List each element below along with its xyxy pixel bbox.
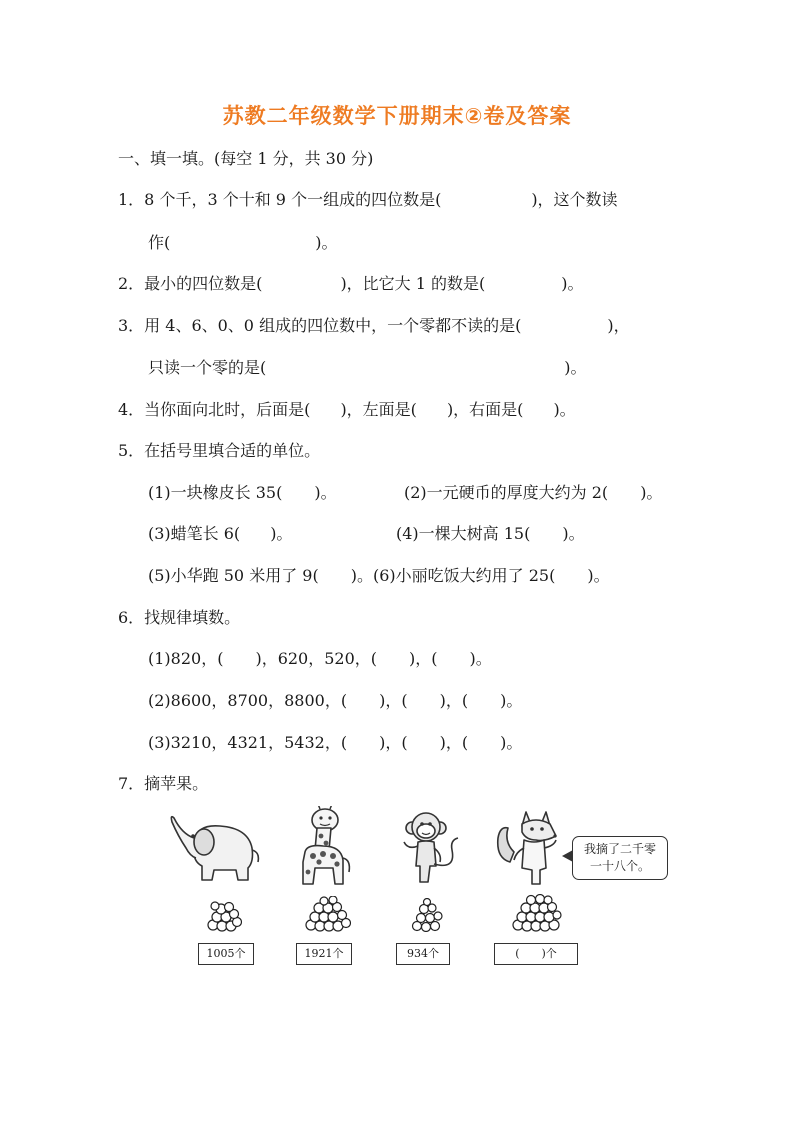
fox-icon: [494, 808, 566, 888]
q1-text-b: )，这个数读: [531, 190, 618, 209]
q6-r3c: )，(: [439, 733, 469, 752]
apple-pile-icon: [206, 898, 242, 932]
q2-text-c: )。: [561, 274, 584, 293]
monkey-icon: [400, 810, 466, 888]
q6-r2a: (2)8600，8700，8800，(: [148, 691, 348, 710]
q6-r2d: )。: [500, 691, 523, 710]
q5-p1b: )。: [314, 483, 337, 502]
q6-r3b: )，(: [379, 733, 408, 752]
q4-text-d: )。: [553, 400, 576, 419]
apple-pile-icon: [305, 896, 351, 932]
q5-p2a: (2)一元硬币的厚度大约为 2(: [404, 483, 609, 502]
q5-p4a: (4)一棵大树高 15(: [396, 524, 531, 543]
apple-pile-icon: [512, 894, 562, 932]
question-6-row-2: [148, 690, 522, 712]
q2-text-a: 2．最小的四位数是(: [118, 274, 263, 293]
q4-text-a: 4．当你面向北时，后面是(: [118, 400, 311, 419]
q5-p5a: (5)小华跑 50 米用了 9(: [148, 566, 319, 585]
question-6-stem: 6．找规律填数。: [118, 608, 241, 627]
q6-r2c: )，(: [439, 691, 469, 710]
apple-count-box: ( )个: [494, 943, 578, 965]
q6-r3d: )。: [500, 733, 523, 752]
q1-text-d: )。: [315, 233, 338, 252]
section-heading: 一、填一填。(每空 1 分，共 30 分): [118, 149, 374, 168]
question-3-line-1: [118, 315, 630, 337]
page-title: 苏教二年级数学下册期末②卷及答案: [222, 104, 572, 128]
question-5-item-4: [396, 523, 585, 545]
q5-p4b: )。: [562, 524, 585, 543]
q4-text-b: )，左面是(: [340, 400, 417, 419]
q1-text-c: 作(: [148, 233, 171, 252]
question-6-row-3: [148, 732, 522, 754]
q5-p5b: )。: [350, 566, 373, 585]
question-5-item-3: [148, 523, 292, 545]
q1-text-a: 1．8 个千，3 个十和 9 个一组成的四位数是(: [118, 190, 442, 209]
q6-r1d: )。: [469, 649, 492, 668]
q3-text-c: 只读一个零的是(: [148, 358, 267, 377]
question-5-item-1: [148, 482, 337, 504]
q5-p6a: (6)小丽吃饭大约用了 25(: [372, 566, 556, 585]
question-3-line-2: [148, 357, 587, 379]
q6-r3a: (3)3210，4321，5432，(: [148, 733, 348, 752]
question-5-stem: 5．在括号里填合适的单位。: [118, 441, 321, 460]
q2-text-b: )，比它大 1 的数是(: [340, 274, 486, 293]
q4-text-c: )，右面是(: [446, 400, 524, 419]
q6-r1c: )，(: [409, 649, 438, 668]
q5-p3b: )。: [270, 524, 293, 543]
speech-line-1: 我摘了二千零: [583, 842, 656, 856]
q6-r1a: (1)820，(: [148, 649, 224, 668]
question-1-line-2: [148, 232, 338, 254]
speech-line-2: 一十八个。: [589, 859, 650, 873]
question-7-stem: 7．摘苹果。: [118, 774, 209, 793]
question-2: [118, 273, 584, 295]
q5-p3a: (3)蜡笔长 6(: [148, 524, 241, 543]
apple-pile-icon: [411, 898, 443, 932]
q3-text-a: 3．用 4、6、0、0 组成的四位数中，一个零都不读的是(: [118, 316, 522, 335]
question-4: [118, 399, 576, 421]
apple-count-box: 934个: [396, 943, 450, 965]
giraffe-icon: [293, 806, 359, 888]
apple-count-box: 1005个: [198, 943, 254, 965]
q3-text-d: )。: [564, 358, 587, 377]
question-5-item-5-6: [148, 565, 610, 587]
question-6-row-1: [148, 648, 492, 670]
q5-p6b: )。: [587, 566, 610, 585]
q6-r2b: )，(: [379, 691, 408, 710]
q6-r1b: )，620，520，(: [255, 649, 378, 668]
q3-text-b: )，: [607, 316, 630, 335]
apple-count-box: 1921个: [296, 943, 352, 965]
question-5-item-2: [404, 482, 662, 504]
q5-p2b: )。: [640, 483, 663, 502]
question-1-line-1: [118, 189, 618, 211]
q5-p1a: (1)一块橡皮长 35(: [148, 483, 283, 502]
elephant-icon: [164, 812, 264, 884]
speech-bubble: [572, 836, 668, 880]
